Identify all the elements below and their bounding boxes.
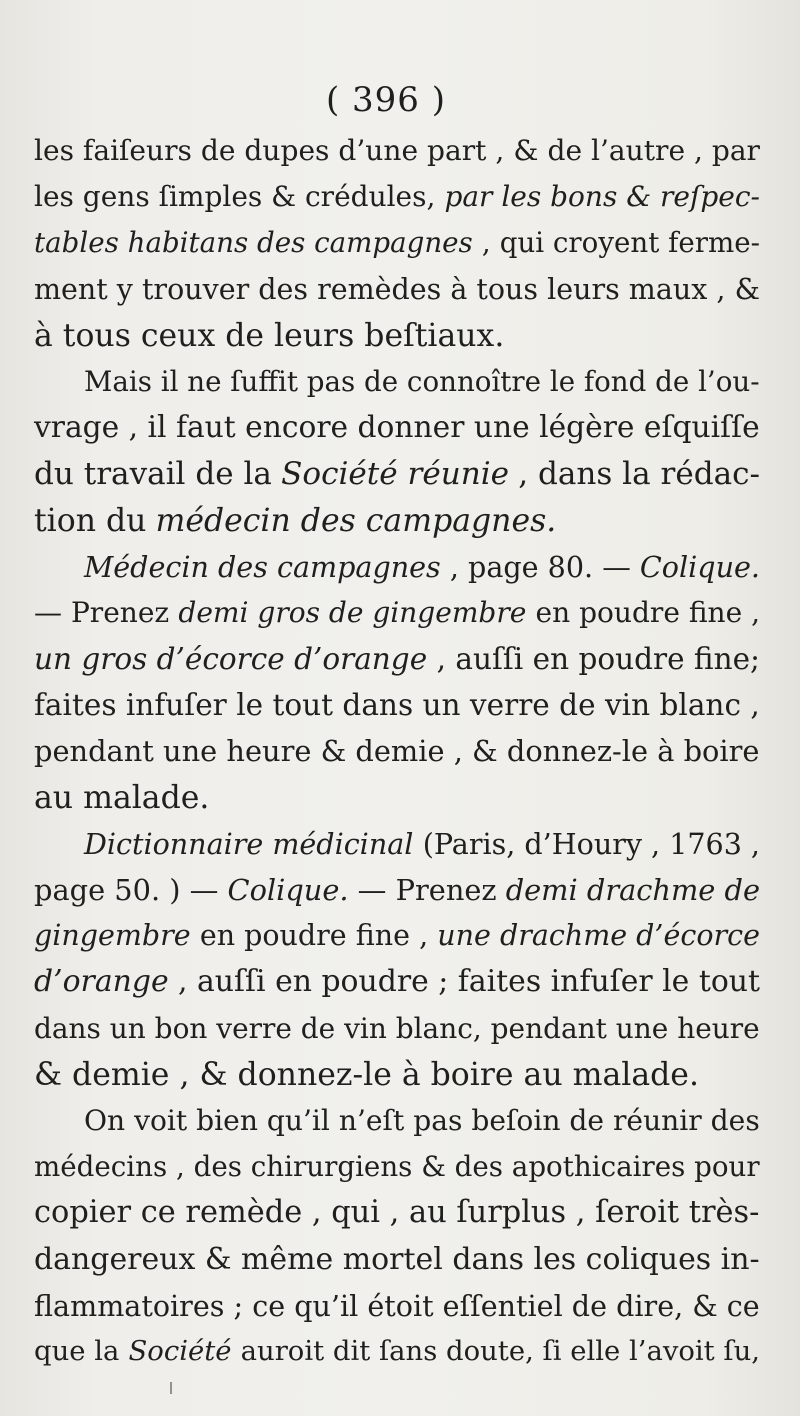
text-segment: — Prenez [34, 595, 170, 629]
text-segment: du travail de la [34, 456, 272, 493]
text-segment: faites infuſer le tout dans un verre de vin blanc , [34, 688, 760, 723]
text-line [34, 405, 760, 451]
text-segment: copier ce remède , qui , au ſurplus , ſeroit très- [34, 1195, 760, 1231]
italic-text: médecin des campagnes. [155, 502, 557, 539]
text-line [34, 867, 760, 913]
italic-text: Dictionnaire médicinal [84, 826, 414, 861]
text-line [34, 682, 760, 728]
text-segment: , dans la rédac- [518, 456, 760, 493]
italic-text: Société [128, 1335, 232, 1367]
text-segment: les faiſeurs de dupes d’une part , [34, 134, 505, 167]
text-line [34, 775, 760, 821]
text-line [34, 1098, 760, 1144]
text-segment: tion du [34, 502, 147, 539]
italic-text: tables habitans des campagnes [34, 226, 473, 260]
text-segment: , auſſi en poudre ; faites infuſer le tout [177, 964, 760, 1000]
text-segment: — Prenez [357, 873, 497, 907]
text-line [34, 1283, 760, 1329]
printer-mark [170, 1382, 172, 1394]
italic-text: demi gros de gingembre [178, 595, 527, 629]
body-text [34, 128, 760, 1375]
text-segment: au malade. [34, 779, 210, 816]
text-line [34, 313, 760, 359]
italic-text: un gros d’écorce d’orange [34, 642, 428, 677]
text-segment: Mais il ne ſuffit pas de connoître le fond de l’ou- [84, 364, 760, 398]
text-line [34, 821, 760, 867]
text-line [34, 359, 760, 405]
text-segment: les gens ſimples & crédules, [34, 180, 436, 214]
text-line [34, 959, 760, 1005]
italic-text: une drachme d’écorce [437, 919, 760, 953]
text-segment: , page 80. — [449, 549, 631, 584]
text-line [34, 636, 760, 682]
text-line [34, 498, 760, 544]
text-segment: pendant une heure & demie , & donnez-le à boire [34, 734, 760, 769]
text-segment: dans un bon verre de vin blanc, pendant une heure [34, 1011, 760, 1045]
text-segment: (Paris, d’Houry , 1763 , [422, 826, 760, 861]
text-segment: , auſſi en poudre fine; [436, 642, 760, 677]
italic-text: Colique. [227, 873, 349, 907]
text-segment: & [734, 272, 760, 306]
italic-text: par les bons & reſpec- [444, 180, 760, 214]
text-segment: & [513, 134, 539, 167]
italic-text: gingembre [34, 919, 191, 953]
text-line [34, 267, 760, 313]
text-segment: & demie , & donnez-le à boire au malade. [34, 1056, 699, 1093]
text-segment: que la [34, 1335, 120, 1367]
text-line [34, 590, 760, 636]
text-segment: vrage , il faut encore donner une légère eſquiſſe [34, 410, 760, 446]
text-segment: , [481, 226, 491, 260]
text-segment: dangereux & même mortel dans les coliques in- [34, 1241, 760, 1277]
text-segment: en poudre fine , [199, 919, 429, 953]
text-segment: ment y trouver des remèdes à tous leurs maux , [34, 272, 726, 306]
italic-text: Société réunie [281, 456, 510, 493]
text-segment: page 50. ) — [34, 873, 219, 907]
text-line [34, 1144, 760, 1190]
text-line [34, 174, 760, 220]
text-line [34, 128, 760, 174]
text-segment: médecins , des chirurgiens & des apothicaires pour [34, 1150, 760, 1184]
text-line [34, 1006, 760, 1052]
text-segment: en poudre fine , [535, 595, 760, 629]
text-line [34, 220, 760, 266]
text-segment: auroit dit ſans doute, ſi elle l’avoit ſu, [240, 1335, 760, 1367]
text-segment: On voit bien qu’il n’eſt pas beſoin de réunir des [84, 1103, 760, 1137]
text-line [34, 1237, 760, 1283]
text-line [34, 451, 760, 497]
italic-text: Colique. [639, 549, 760, 584]
text-line [34, 544, 760, 590]
italic-text: demi drachme de [505, 873, 760, 907]
text-segment: de l’autre , par [547, 134, 760, 167]
text-line [34, 728, 760, 774]
text-line [34, 1190, 760, 1236]
text-segment: qui croyent ferme- [499, 226, 760, 260]
text-line [34, 913, 760, 959]
text-line [34, 1052, 760, 1098]
page-number: ( 396 ) [325, 80, 447, 120]
text-segment: à tous ceux de leurs beſtiaux. [34, 317, 505, 354]
text-segment: flammatoires ; ce qu’il étoit eſſentiel de dire, & ce [34, 1288, 760, 1323]
italic-text: d’orange [34, 964, 169, 1000]
italic-text: Médecin des campagnes [84, 549, 441, 584]
text-line [34, 1329, 760, 1375]
